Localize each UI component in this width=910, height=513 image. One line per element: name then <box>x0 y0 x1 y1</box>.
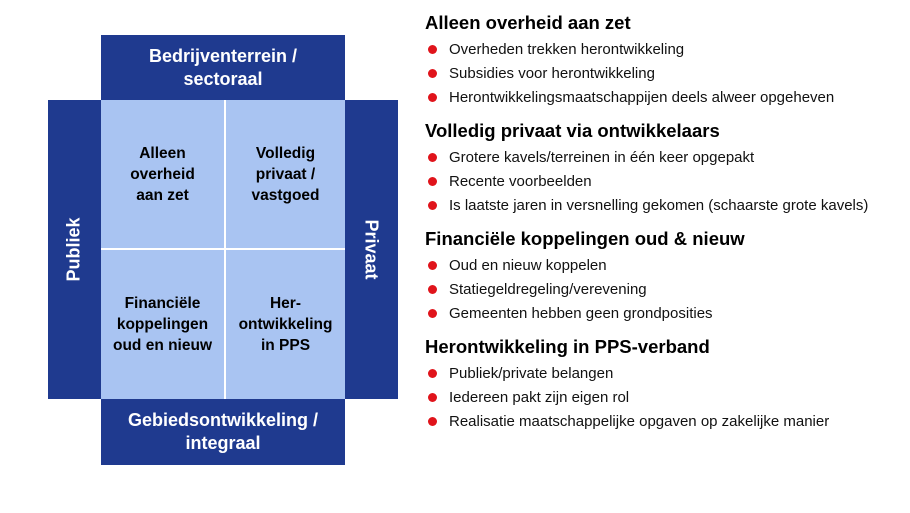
list-item <box>425 147 905 168</box>
quadrant-top-right <box>226 100 345 248</box>
list-item <box>425 303 905 324</box>
quadrant-matrix <box>101 100 345 399</box>
list-item <box>425 87 905 108</box>
right-axis-label <box>345 100 398 399</box>
list-item <box>425 411 905 432</box>
section-financiele-koppelingen <box>425 226 905 324</box>
section-title: Alleen overheid aan zet <box>425 12 631 33</box>
quadrant-top-left-text: Alleen overheid aan zet <box>130 144 195 204</box>
list-item-text: Recente voorbeelden <box>449 173 592 190</box>
list-item <box>425 255 905 276</box>
bullet-dot-icon <box>428 309 437 318</box>
section-herontwikkeling-pps <box>425 334 905 432</box>
quadrant-bottom-left-text: Financiële koppelingen oud en nieuw <box>112 295 213 354</box>
list-item-text: Is laatste jaren in versnelling gekomen (schaarste grote kavels) <box>449 197 869 214</box>
bullet-list <box>425 39 905 108</box>
list-item-text: Herontwikkelingsmaatschappijen deels alweer opgeheven <box>449 89 835 106</box>
left-axis-text: Publiek <box>64 217 84 282</box>
bullet-dot-icon <box>428 201 437 210</box>
list-item <box>425 39 905 60</box>
list-item-text: Grotere kavels/terreinen in één keer opgepakt <box>449 149 755 166</box>
bullet-dot-icon <box>428 45 437 54</box>
bullet-dot-icon <box>428 153 437 162</box>
list-item-text: Subsidies voor herontwikkeling <box>449 65 655 82</box>
bullet-list <box>425 363 905 432</box>
quadrant-top-right-text: Volledig privaat / vastgoed <box>251 144 320 204</box>
section-title: Herontwikkeling in PPS-verband <box>425 336 710 357</box>
list-item <box>425 279 905 300</box>
list-item-text: Iedereen pakt zijn eigen rol <box>449 389 630 406</box>
section-title: Volledig privaat via ontwikkelaars <box>425 120 720 141</box>
list-item-text: Realisatie maatschappelijke opgaven op zakelijke manier <box>449 413 830 430</box>
section-alleen-overheid <box>425 10 905 108</box>
list-item-text: Gemeenten hebben geen grondposities <box>449 305 713 322</box>
section-title: Financiële koppelingen oud & nieuw <box>425 228 745 249</box>
bullet-dot-icon <box>428 285 437 294</box>
list-item <box>425 63 905 84</box>
section-volledig-privaat <box>425 118 905 216</box>
top-axis-text: Bedrijventerrein / sectoraal <box>148 46 298 89</box>
list-item <box>425 363 905 384</box>
list-item <box>425 171 905 192</box>
bullet-dot-icon <box>428 393 437 402</box>
bullet-list <box>425 255 905 324</box>
list-item-text: Statiegeldregeling/verevening <box>449 281 647 298</box>
bullet-dot-icon <box>428 177 437 186</box>
bullet-dot-icon <box>428 369 437 378</box>
quadrant-bottom-right-text: Her-ontwikkeling in PPS <box>238 295 333 354</box>
list-item <box>425 195 905 216</box>
bottom-axis-text: Gebiedsontwikkeling / integraal <box>127 410 319 453</box>
list-item-text: Oud en nieuw koppelen <box>449 257 607 274</box>
list-item-text: Overheden trekken herontwikkeling <box>449 41 685 58</box>
bullet-dot-icon <box>428 417 437 426</box>
list-item-text: Publiek/private belangen <box>449 365 614 382</box>
left-axis-label <box>48 100 101 399</box>
bullet-dot-icon <box>428 69 437 78</box>
bullet-dot-icon <box>428 93 437 102</box>
quadrant-bottom-right <box>226 250 345 399</box>
list-item <box>425 387 905 408</box>
bottom-axis-label <box>101 399 345 465</box>
right-axis-text: Privaat <box>362 219 383 280</box>
top-axis-label <box>101 35 345 101</box>
quadrant-top-left <box>101 100 224 248</box>
bullet-list <box>425 147 905 216</box>
quadrant-bottom-left <box>101 250 224 399</box>
explanation-panel <box>425 10 905 442</box>
bullet-dot-icon <box>428 261 437 270</box>
